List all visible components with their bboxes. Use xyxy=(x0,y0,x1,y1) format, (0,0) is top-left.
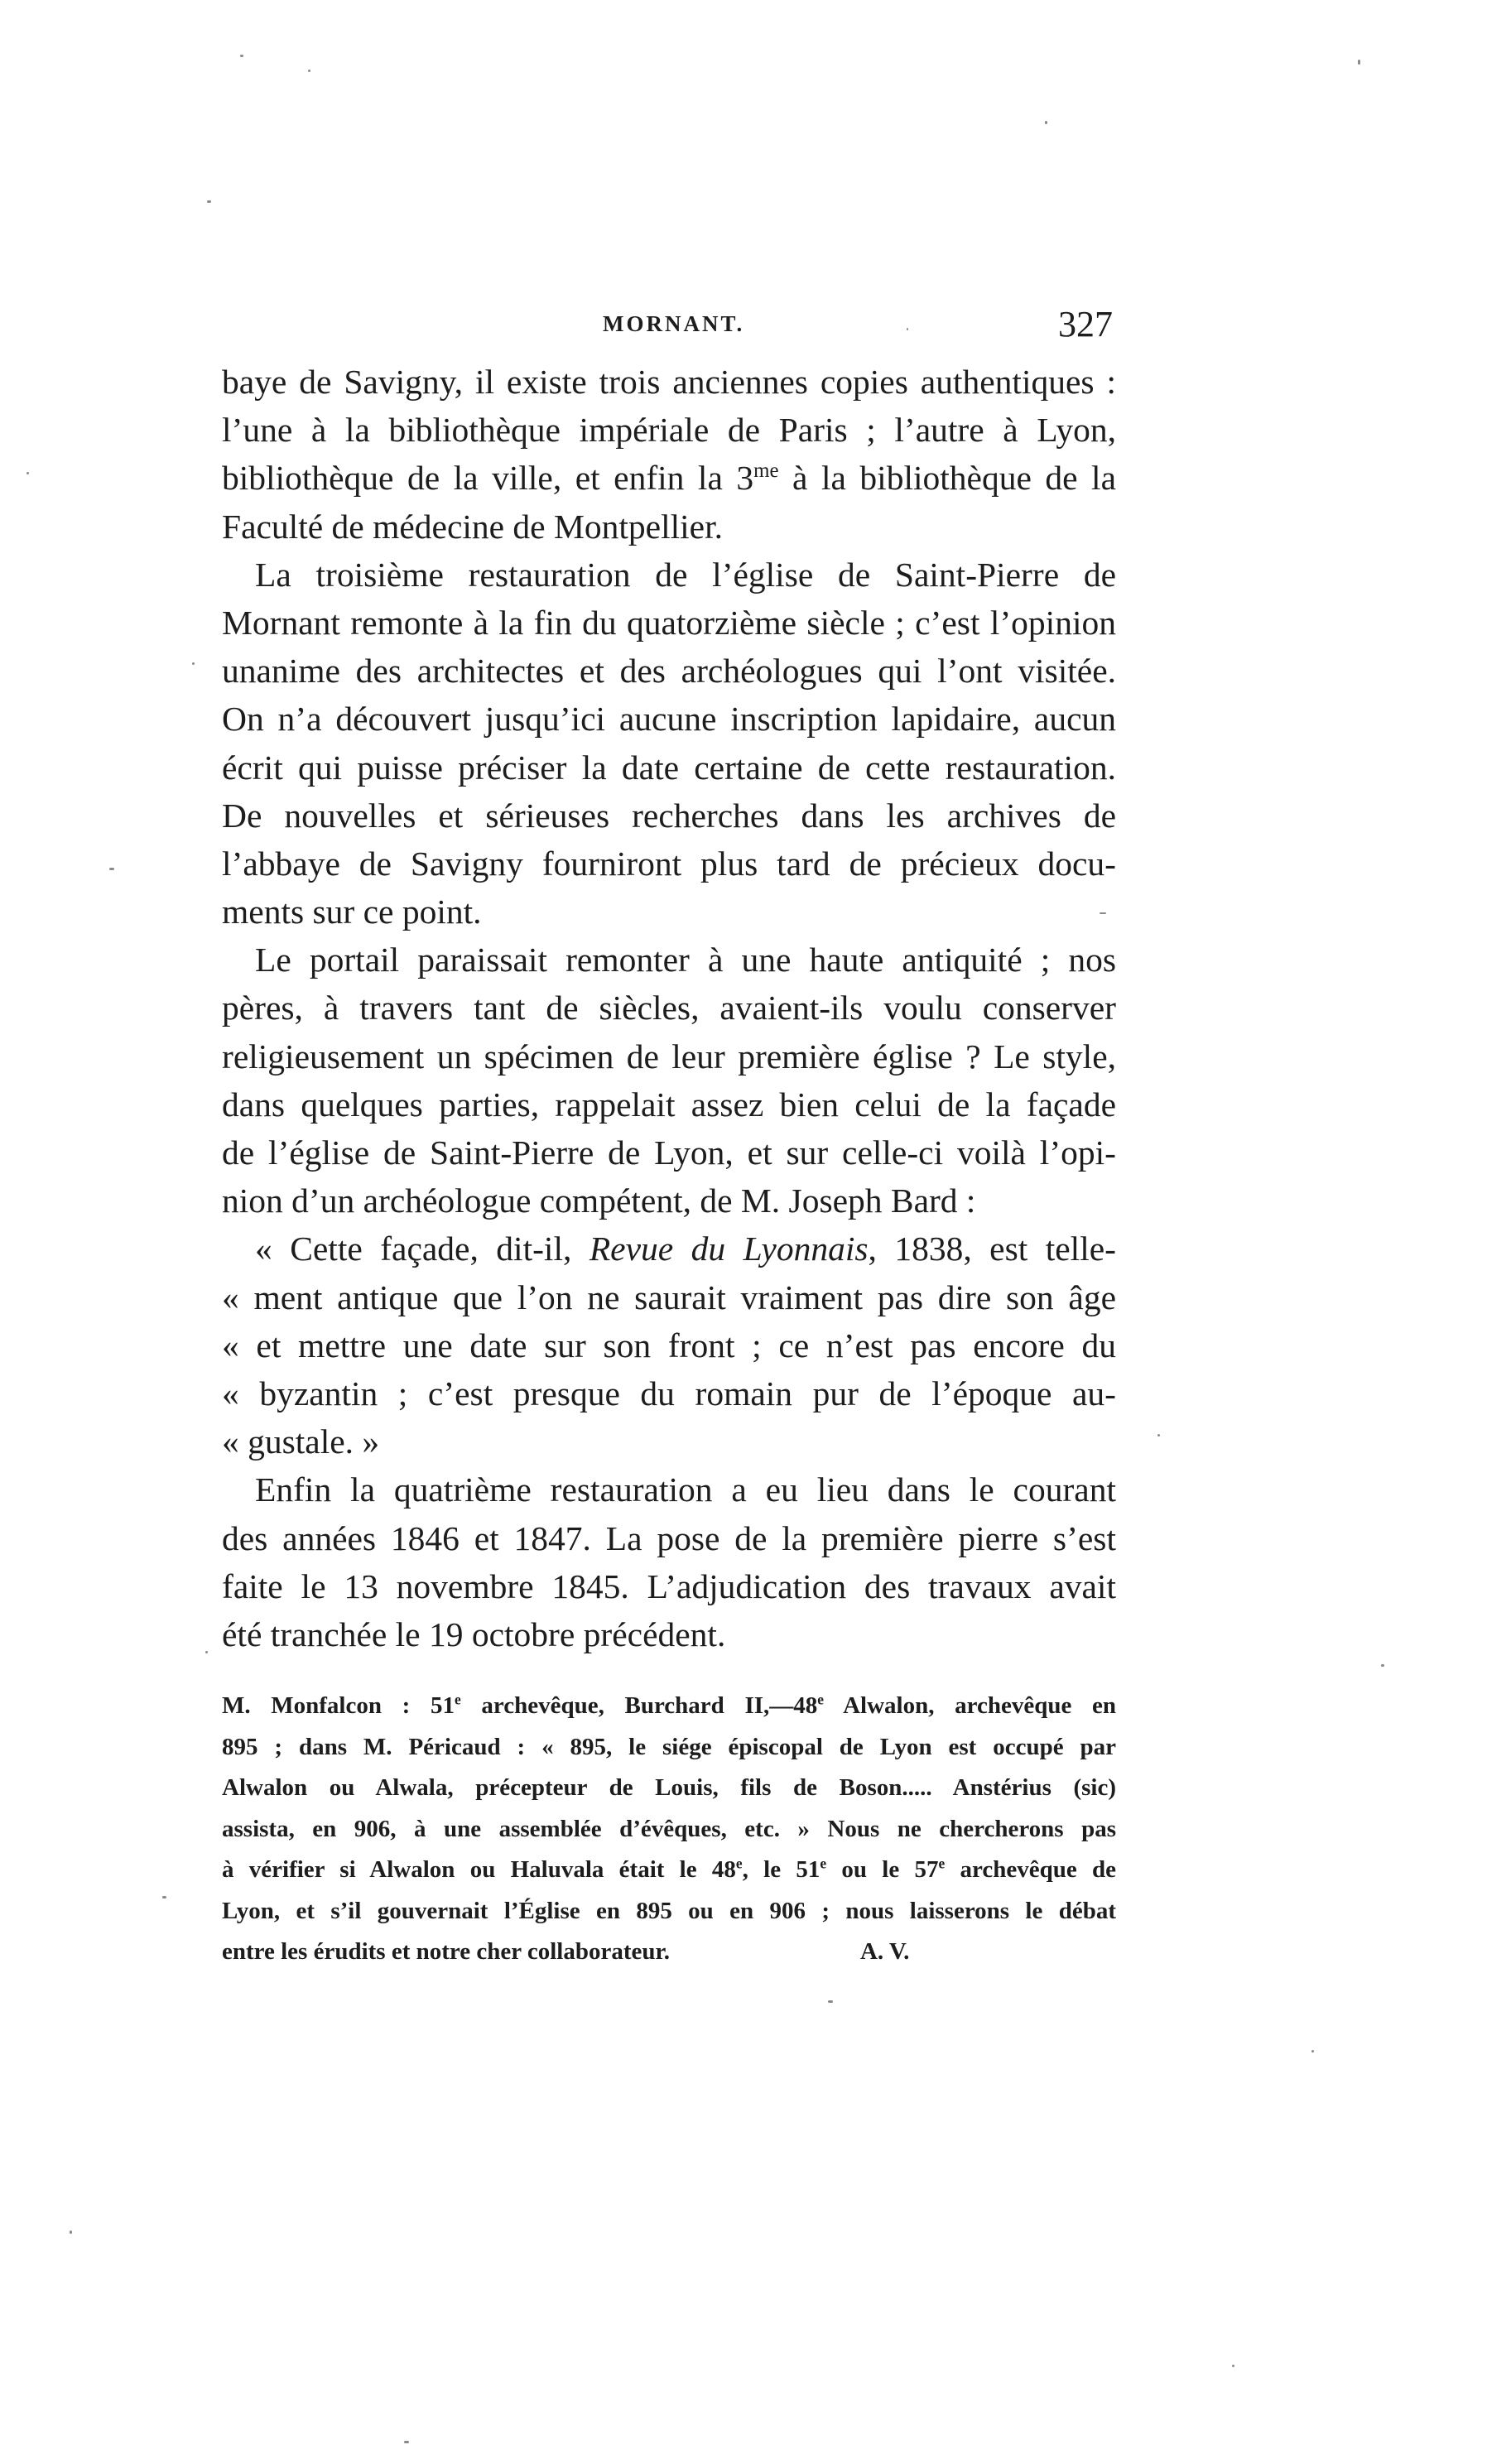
scan-speck xyxy=(70,2231,72,2234)
ordinal-superscript: e xyxy=(817,1691,825,1708)
footnote-line: assista, en 906, à une assemblée d’évêques, etc. » Nous ne chercherons pas xyxy=(222,1815,1116,1842)
ordinal-superscript: e xyxy=(938,1855,946,1872)
text-line: On n’a découvert jusqu’ici aucune inscription lapidaire, aucun xyxy=(222,700,1116,739)
text-line: Faculté de médecine de Montpellier. xyxy=(222,507,723,546)
scan-speck xyxy=(240,55,243,57)
text-run: ou le 57 xyxy=(826,1856,939,1883)
quote-line: « et mettre une date sur son front ; ce n’est pas encore du xyxy=(222,1326,1116,1364)
text-run: , le 51 xyxy=(742,1856,820,1883)
text-line: baye de Savigny, il existe trois anciennes copies authentiques : xyxy=(222,363,1116,401)
scan-speck xyxy=(207,200,211,203)
footnote-line: Alwalon ou Alwala, précepteur de Louis, fils de Boson..... Anstérius (sic) xyxy=(222,1774,1116,1801)
scan-speck xyxy=(1232,2365,1234,2367)
text-run: à la bibliothèque de la xyxy=(778,459,1116,498)
text-line: Mornant remonte à la fin du quatorzième siècle ; c’est l’opinion xyxy=(222,603,1116,642)
scan-speck xyxy=(192,662,195,665)
footnote-line: 895 ; dans M. Péricaud : « 895, le siége épiscopal de Lyon est occupé par xyxy=(222,1733,1116,1760)
scan-speck xyxy=(26,472,29,474)
text-line xyxy=(222,454,1116,502)
scan-speck xyxy=(162,1896,166,1899)
text-line: unanime des architectes et des archéologues qui l’ont visitée. xyxy=(222,652,1116,691)
scan-speck xyxy=(828,2000,833,2003)
text-line: La troisième restauration de l’église de Saint-Pierre de xyxy=(255,555,1116,594)
footnote-line xyxy=(222,1850,1116,1891)
footnote xyxy=(222,1686,1116,1973)
text-line: l’une à la bibliothèque impériale de Paris ; l’autre à Lyon, xyxy=(222,411,1116,450)
quote-source: Revue du Lyonnais xyxy=(589,1230,869,1268)
ordinal-superscript: e xyxy=(454,1691,461,1708)
quote-line: « gustale. » xyxy=(222,1422,380,1461)
text-line: nion d’un archéologue compétent, de M. Joseph Bard : xyxy=(222,1181,976,1220)
scan-speck xyxy=(1381,1664,1384,1667)
footnote-line xyxy=(222,1932,1116,1973)
text-line: pères, à travers tant de siècles, avaient-ils voulu conserver xyxy=(222,989,1116,1027)
scan-speck xyxy=(308,70,310,72)
body-text xyxy=(222,358,1116,1658)
quote-line: « byzantin ; c’est presque du romain pur de l’époque au- xyxy=(222,1374,1116,1412)
scan-speck xyxy=(404,2441,409,2443)
text-line: des années 1846 et 1847. La pose de la première pierre s’est xyxy=(222,1518,1116,1557)
text-run: « Cette façade, dit-il, xyxy=(255,1230,590,1268)
quote-line xyxy=(222,1225,1116,1273)
page-number: 327 xyxy=(1058,304,1113,344)
text-run: , 1838, est telle- xyxy=(868,1230,1116,1268)
footnote-line: Lyon, et s’il gouvernait l’Église en 895 ou en 906 ; nous laisserons le débat xyxy=(222,1897,1116,1924)
ordinal-superscript: me xyxy=(753,460,779,483)
text-line: Enfin la quatrième restauration a eu lieu dans le courant xyxy=(255,1470,1116,1509)
text-line: religieusement un spécimen de leur première église ? Le style, xyxy=(222,1037,1116,1076)
running-title: MORNANT. xyxy=(603,311,745,336)
ordinal-superscript: e xyxy=(820,1855,827,1872)
text-run: archevêque de xyxy=(945,1856,1116,1883)
text-line: dans quelques parties, rappelait assez bien celui de la façade xyxy=(222,1085,1116,1124)
text-run: Alwalon, archevêque en xyxy=(824,1692,1116,1719)
text-line: faite le 13 novembre 1845. L’adjudication des travaux avait xyxy=(222,1566,1116,1605)
ordinal-superscript: e xyxy=(735,1855,743,1872)
scan-speck xyxy=(1358,60,1360,65)
text-line: ments sur ce point. xyxy=(222,893,482,931)
text-run: archevêque, Burchard II,—48 xyxy=(460,1692,818,1719)
text-line: Le portail paraissait remonter à une haute antiquité ; nos xyxy=(255,941,1116,979)
text-line: écrit qui puisse préciser la date certaine de cette restauration. xyxy=(222,748,1116,787)
scan-speck xyxy=(205,1651,208,1653)
footnote-line xyxy=(222,1686,1116,1727)
text-run: M. Monfalcon : 51 xyxy=(222,1692,455,1719)
text-line: de l’église de Saint-Pierre de Lyon, et sur celle-ci voilà l’opi- xyxy=(222,1133,1116,1172)
scan-speck xyxy=(1045,121,1047,124)
text-run: à vérifier si Alwalon ou Haluvala était le 48 xyxy=(222,1856,736,1883)
scan-speck xyxy=(109,868,114,870)
scan-speck xyxy=(1311,2050,1314,2053)
text-run: bibliothèque de la ville, et enfin la 3 xyxy=(222,459,754,498)
text-line: été tranchée le 19 octobre précédent. xyxy=(222,1615,726,1653)
scan-speck xyxy=(1157,1434,1160,1437)
text-line: De nouvelles et sérieuses recherches dans les archives de xyxy=(222,796,1116,835)
footnote-signature: A. V. xyxy=(859,1938,910,1965)
running-head xyxy=(222,303,1116,353)
text-line: l’abbaye de Savigny fourniront plus tard de précieux docu- xyxy=(222,844,1116,883)
quote-line: « ment antique que l’on ne saurait vraiment pas dire son âge xyxy=(222,1278,1116,1316)
text-run: entre les érudits et notre cher collaborateur. xyxy=(222,1938,670,1965)
